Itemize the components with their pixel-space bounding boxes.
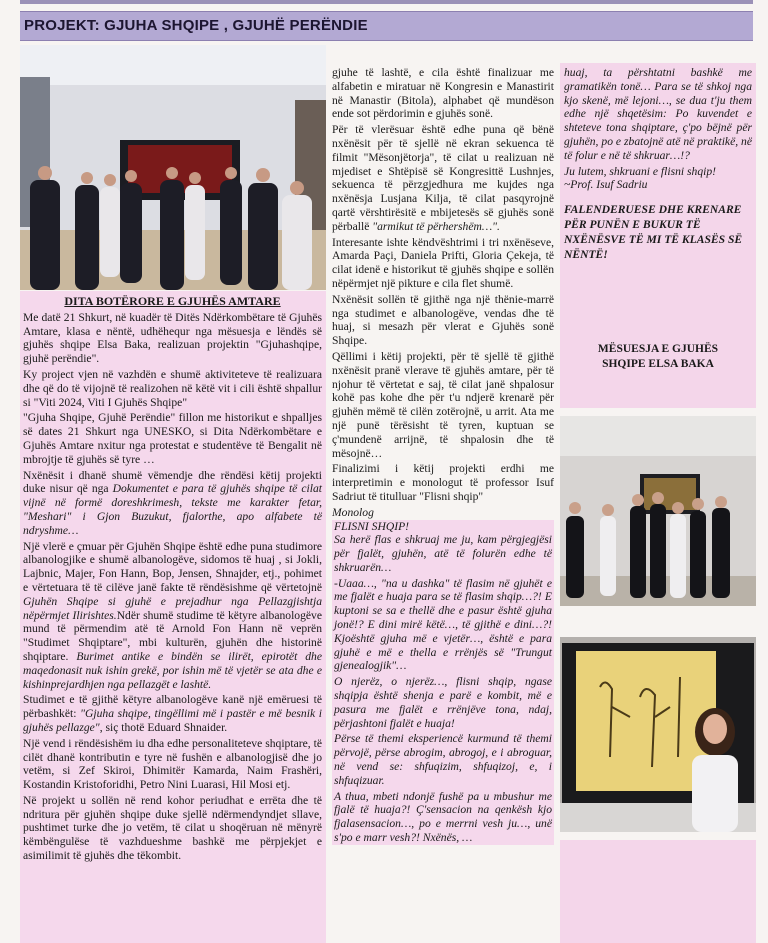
- text-run: Nxënësit i dhanë shumë vëmendje dhe rëndësi këtij projekti duke nisur që nga: [23, 468, 322, 496]
- paragraph: [334, 533, 552, 574]
- article-column-3: [564, 66, 752, 264]
- italic-run: FLISNI SHQIP!: [334, 519, 410, 533]
- paragraph: Në projekt u sollën në rend kohor periudhat e errëta dhe të ndritura për gjuhën shqipe duke sjellë ndërmendyndjet sllave, pushtimet turke dhe jo vetëm, të cilat u shoqëruan në mënyrë këmbëngulëse të vazhdueshme bashkë me përpjekjet e asimilimit të gjuhës dhe tëkombit.: [23, 793, 322, 863]
- italic-run: Përse të themi eksperiencë kurmund të themi përvojë, përse abrogim, abrogoj, e i abroguar, në vend se: shfuqizim, shfuqizoj, e, i shfuqizuar.: [334, 732, 552, 787]
- italic-run: "Gjuha shqipe, tingëllimi më i pastër e më besnik i gjuhës pellazge": [23, 707, 323, 734]
- italic-run: Gjuhën Shqipe si gjuhë e prejadhur nga Pellazgjishtja nëpërmjet Ilirishtes.: [23, 594, 322, 622]
- article-column-1: [20, 291, 326, 943]
- monolog-box: [332, 520, 554, 845]
- signature: MËSUESJA E GJUHËS SHQIPE ELSA BAKA: [597, 343, 719, 370]
- paragraph: [332, 506, 554, 520]
- paragraph: Nxënësit sollën të gjithë nga një thënie-marrë nga studimet e albanologëve, vendas dhe të huaj, si mesazh për vlerat e Gjuhës sonë Shqipe.: [332, 292, 554, 348]
- paragraph: Një vend i rëndësishëm iu dha edhe personaliteteve shqiptare, të cilët dhanë kontributin e tyre në fushën e albanologjisë dhe jo vetëm, si Zef Skiroi, Dhimitër Kamarda, Naim Frashëri, Kostandin Kristoforidhi, Petro Nini Luarasi, Hil Mosi etj.: [23, 736, 322, 792]
- thanks-note: [564, 202, 752, 262]
- italic-run: A thua, mbeti ndonjë fushë pa u mbushur me fjalë të huaja?! Ç'sensacion na qenkësh kjo fjalasensacion…, po e merrni vesh ju…, unë s'po e marr vesh?! Nxënës, …: [334, 789, 552, 845]
- paragraph: [23, 540, 322, 692]
- project-banner: [20, 11, 753, 41]
- italic-run: -Uaaa…, "na u dashka" të flasim në gjuhët e me fjalët e huaja para se të flasim shqip…?! E kuptoni se sa e thellë dhe e pasur është gjuha jonë!? E dini mirë këtë…, të gjithë e dini…?! Kjoështë gjuha më e vjetër…, është e para gjuhë e më e thella e rrënjës së "Trungut gjenealogjik"…: [334, 576, 552, 673]
- author-line: [564, 178, 752, 192]
- paragraph: [23, 693, 322, 734]
- paragraph: Qëllimi i këtij projekti, për të sjellë të gjithë nxënësit pranë vlerave të gjuhës amtare, për të njohur të vërtetat e saj, të cilat janë shpalosur kohë pas kohe dhe për t'u ndjerë krenarë për gjuhën mëmë të cilën zotërojnë, u arrit. Ata me një punë tërësisht të tyren, kuptuan se ç'mundenë arrijnë, të shpalosin dhe të mësojnë…: [332, 349, 554, 460]
- paragraph: "Gjuha Shqipe, Gjuhë Perëndie" fillon me historikut e shpalljes së dates 21 Shkurt nga UNESKO, si Dita Ndërkombëtare e Gjuhës Amtare nxitur nga protestat e studentëve të Bengalit në mbrojtje të gjuhës së tyre …: [23, 411, 322, 466]
- monolog-title: [334, 520, 552, 534]
- italic-run: Burimet antike e bindën se ilirët, epirotët dhe maqedonasit nuk ishin grekë, por ishin më të vjetër se ata dhe e kishinprejardhjen nga pellazgët e lashtë.: [23, 649, 323, 691]
- article-column-2: [332, 66, 554, 943]
- top-rule: [20, 0, 753, 4]
- italic-run: ~Prof. Isuf Sadriu: [564, 178, 648, 192]
- column-2-plain: [332, 66, 554, 520]
- paragraph: [23, 469, 322, 538]
- paragraph: Me datë 21 Shkurt, në kuadër të Ditës Ndërkombëtare të Gjuhës Amtare, klasa e nëntë, udhëhequr nga mësuesja e lëndës së gjuhës shqipe Elsa Baka, realizuan projektin "Gjuhashqipe, gjuhë perëndie".: [23, 310, 322, 366]
- text-run: Një vlerë e çmuar për Gjuhën Shqipe është edhe puna studimore albanologjike e shumë albanologëve, sidomos të huaj , si Jokli, Lajbnic, Majer, Fon Hann, Bop, Jensen, Shnajder, etj., pohimet e vërtetuara të të cilëve janë fakte të rëndësishme që vërtetojnë: [23, 539, 322, 594]
- text-run: FALENDERUESE DHE KRENARE PËR PUNËN E BUKUR TË NXËNËSVE TË MI TË KLASËS SË NËNTË!: [564, 203, 743, 262]
- paragraph: [564, 165, 752, 179]
- students-photo: [560, 416, 756, 606]
- paragraph: [334, 790, 552, 845]
- bottom-box: [560, 840, 756, 943]
- class-group-photo: [20, 45, 326, 290]
- paragraph: [332, 123, 554, 233]
- italic-run: Dokumentet e para të gjuhës shqipe të cilat vijnë në formë doreshkrimesh, tekste me karakter fetar, "Meshari" i Gjon Buzukut, fjalorthe, apo alfabete të ndryshme…: [23, 482, 322, 537]
- italic-run: "armikut të përhershëm…".: [372, 219, 500, 233]
- text-run: , siç thotë Eduard Shnaider.: [99, 720, 228, 734]
- paragraph: Interesante ishte këndvështrimi i tri nxënëseve, Amarda Paçi, Daniela Prifti, Gloria Çekeja, të cilat idenë e historikut të gjuhës shqipe e sollën nëpërmjet një pikture e cila flet shumë.: [332, 235, 554, 290]
- italic-run: Monolog: [332, 505, 374, 519]
- article-heading: DITA BOTËRORE E GJUHËS AMTARE: [64, 294, 281, 308]
- painting-presentation-photo: [560, 637, 756, 832]
- text-run: Studimet e të gjithë këtyre albanologëve kanë një emëruesi të përbashkët:: [23, 693, 322, 721]
- paragraph: [334, 732, 552, 787]
- italic-run: Sa herë flas e shkruaj me ju, kam përgjegjësi për fjalët, gjuhën, atë të folurën edhe të shkruarën…: [334, 533, 552, 574]
- text-run: Ndër shumë studime të këtyre albanologëve mund të përmendim atë të Arnold Fon Hann në veprën "Studimet Shqiptare", mbi kulturën, gjuhën dhe historinë shqiptare.: [23, 608, 322, 663]
- banner-title: PROJEKT: GJUHA SHQIPE , GJUHË PERËNDIE: [24, 17, 368, 34]
- paragraph: gjuhe të lashtë, e cila është finalizuar me alfabetin e miratuar në Kongresin e Manastirit në Manastir (Bitola), alphabet që mundëson ende sot përdorimin e gjuhës sonë.: [332, 66, 554, 121]
- text-run: Për të vlerësuar është edhe puna që bënë nxënësit për të sjellë në ekran sekuenca të filmit "Mësonjëtorja", të cilat u realizuan në mjediset e Shtëpisë së Kongresittë Lushnjes, sekuenca të përzgjedhura me kujdes nga nxënësja Lusjana Kilja, të cilat pasqyrojnë qartë vërshtirësitë e mbijetesës së gjuhës sonë përballë: [332, 123, 554, 233]
- paragraph: Finalizimi i këtij projekti erdhi me interpretimin e monologut të professor Isuf Sadriut të titulluar "Flisni shqip": [332, 462, 554, 503]
- paragraph: [564, 66, 752, 163]
- paragraph: [334, 577, 552, 674]
- italic-run: O njerëz, o njerëz…, flisni shqip, ngase shqipja është shenja e parë e kombit, më e pasura me fjalët e rrënjëve tona, ndaj, përjashtoni fjalët e huaja!: [334, 675, 552, 730]
- italic-run: huaj, ta përshtatni bashkë me gramatikën tonë… Para se të shkoj nga kjo skenë, më lejoni…, se dua t'ju them edhe një shqetësim: Po kuvendet e shteteve tona shqiptare, ç'po bëjnë për gjuhën, po e zbatojnë atë në praktikë, në të folur e në të shkruar…!?: [564, 66, 752, 162]
- paragraph: [334, 675, 552, 730]
- paragraph: Ky project vjen në vazhdën e shumë aktiviteteve të realizuara dhe që do të vijojnë të realizohen në këtë vit i cili është shpallur si "Viti 2024, Viti I Gjuhës Shqipe": [23, 367, 322, 409]
- italic-run: Ju lutem, shkruani e flisni shqip!: [564, 164, 716, 178]
